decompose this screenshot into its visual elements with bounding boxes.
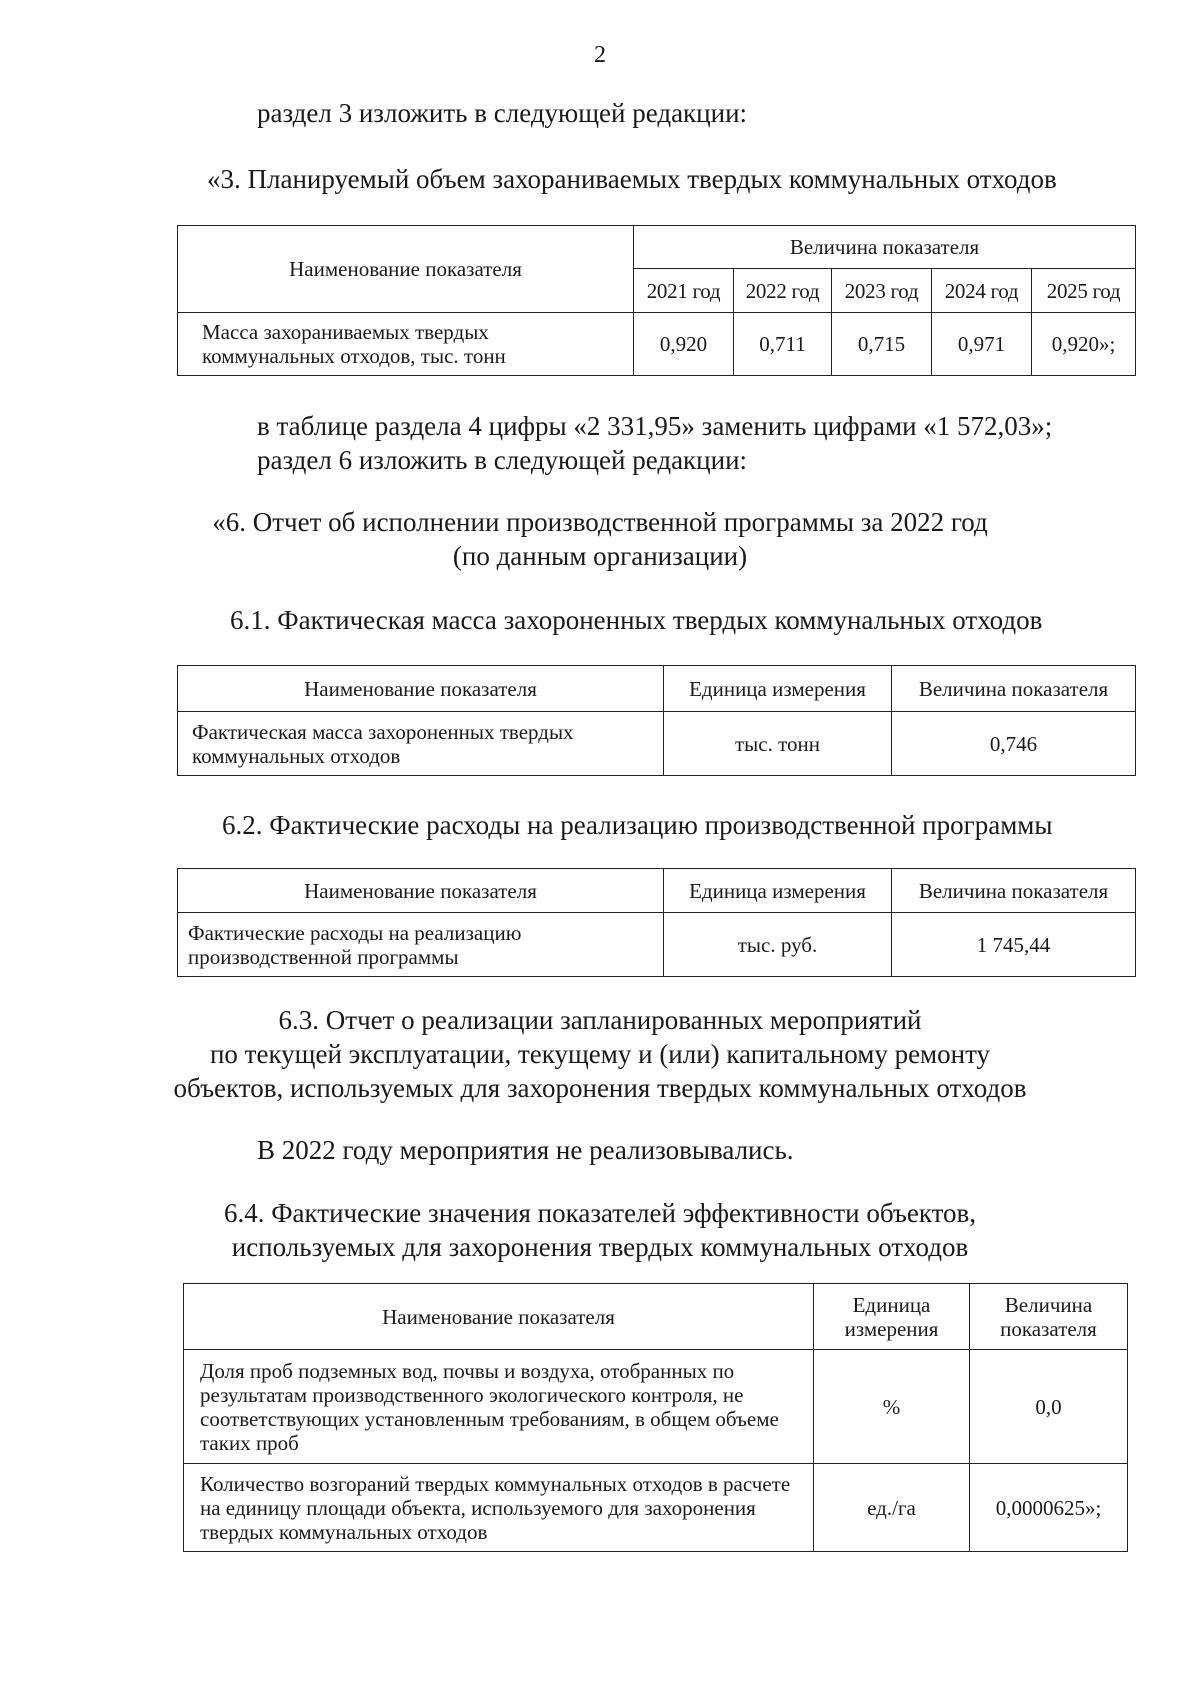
t62-row-unit: тыс. руб. bbox=[664, 913, 892, 977]
t64-row-value: 0,0 bbox=[970, 1350, 1128, 1464]
t62-header-value: Величина показателя bbox=[892, 869, 1136, 913]
replace-line: в таблице раздела 4 цифры «2 331,95» заменить цифрами «1 572,03»; bbox=[257, 411, 1053, 441]
t1-header-value: Величина показателя bbox=[634, 226, 1136, 269]
t1-row-name: Масса захораниваемых твердых коммунальных отходов, тыс. тонн bbox=[178, 313, 634, 376]
t64-header-name: Наименование показателя bbox=[184, 1284, 814, 1350]
t64-row-value: 0,0000625»; bbox=[970, 1464, 1128, 1552]
s61-title: 6.1. Фактическая масса захороненных твердых коммунальных отходов bbox=[230, 605, 1043, 635]
table-6-1 bbox=[177, 665, 1136, 776]
s63-title-line1: 6.3. Отчет о реализации запланированных мероприятий bbox=[278, 1005, 922, 1035]
t64-header-unit: Единица измерения bbox=[814, 1284, 970, 1350]
s64-title-line2: используемых для захоронения твердых коммунальных отходов bbox=[231, 1232, 969, 1262]
t61-header-unit: Единица измерения bbox=[664, 666, 892, 712]
s63-title-line3: объектов, используемых для захоронения твердых коммунальных отходов bbox=[173, 1073, 1027, 1103]
t1-value: 0,920»; bbox=[1032, 313, 1136, 376]
section6-title-line2: (по данным организации) bbox=[452, 541, 748, 571]
t1-value: 0,920 bbox=[634, 313, 734, 376]
table-6-4 bbox=[183, 1283, 1128, 1552]
s64-title-line1: 6.4. Фактические значения показателей эффективности объектов, bbox=[223, 1198, 977, 1228]
t1-value: 0,715 bbox=[832, 313, 932, 376]
t1-year: 2025 год bbox=[1032, 269, 1136, 313]
s63-text: В 2022 году мероприятия не реализовывались. bbox=[257, 1135, 794, 1165]
section3-title: «3. Планируемый объем захораниваемых твердых коммунальных отходов bbox=[207, 164, 1057, 194]
page-number: 2 bbox=[594, 42, 606, 68]
t1-value: 0,711 bbox=[734, 313, 832, 376]
t64-row-unit: % bbox=[814, 1350, 970, 1464]
s62-title: 6.2. Фактические расходы на реализацию производственной программы bbox=[222, 810, 1053, 840]
section6-title-line1: «6. Отчет об исполнении производственной программы за 2022 год bbox=[212, 507, 988, 537]
t1-value: 0,971 bbox=[932, 313, 1032, 376]
s63-title-line2: по текущей эксплуатации, текущему и (или) капитальному ремонту bbox=[209, 1039, 991, 1069]
t64-header-value: Величина показателя bbox=[970, 1284, 1128, 1350]
intro-section6: раздел 6 изложить в следующей редакции: bbox=[257, 445, 748, 475]
t61-row-unit: тыс. тонн bbox=[664, 712, 892, 776]
t62-row-name: Фактические расходы на реализацию производственной программы bbox=[178, 913, 664, 977]
t1-year: 2023 год bbox=[832, 269, 932, 313]
t62-header-unit: Единица измерения bbox=[664, 869, 892, 913]
t61-header-value: Величина показателя bbox=[892, 666, 1136, 712]
t62-header-name: Наименование показателя bbox=[178, 869, 664, 913]
table-6-2 bbox=[177, 868, 1136, 977]
table-row: Количество возгораний твердых коммунальных отходов в расчете на единицу площади объекта, используемого для захоронения твердых коммунальных отходов bbox=[184, 1464, 814, 1552]
table-row: Доля проб подземных вод, почвы и воздуха, отобранных по результатам производственного экологического контроля, не соответствующих установленным требованиям, в общем объеме таких проб bbox=[184, 1350, 814, 1464]
t1-header-name: Наименование показателя bbox=[178, 226, 634, 313]
t1-year: 2022 год bbox=[734, 269, 832, 313]
t1-year: 2024 год bbox=[932, 269, 1032, 313]
t61-row-name: Фактическая масса захороненных твердых коммунальных отходов bbox=[178, 712, 664, 776]
t1-year: 2021 год bbox=[634, 269, 734, 313]
t64-row-unit: ед./га bbox=[814, 1464, 970, 1552]
t61-header-name: Наименование показателя bbox=[178, 666, 664, 712]
t62-row-value: 1 745,44 bbox=[892, 913, 1136, 977]
intro-section3: раздел 3 изложить в следующей редакции: bbox=[257, 98, 748, 128]
table-section3 bbox=[177, 225, 1136, 376]
t61-row-value: 0,746 bbox=[892, 712, 1136, 776]
